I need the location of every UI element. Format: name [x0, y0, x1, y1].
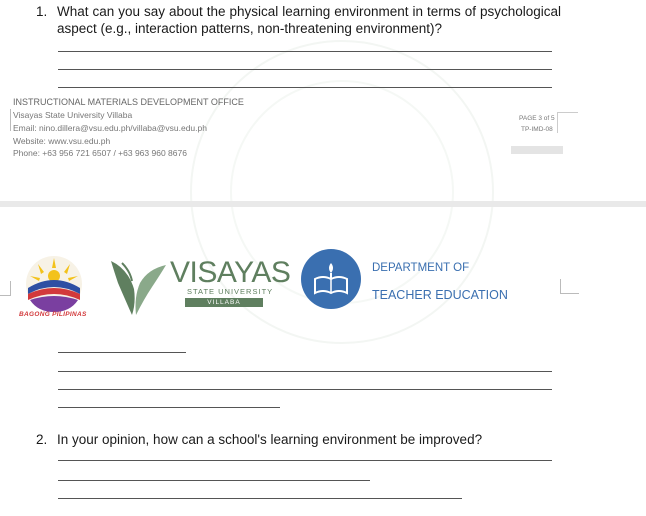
document-code: TP-IMD-08: [521, 126, 553, 133]
bagong-pilipinas-logo: [24, 254, 84, 314]
open-book-torch-icon: [301, 249, 361, 309]
vsu-villaba-banner: [185, 298, 263, 307]
answer-line: [58, 371, 552, 372]
department-logo: [301, 249, 361, 309]
footer-phone: Phone: +63 956 721 6507 / +63 963 960 8676: [13, 148, 187, 158]
question-1-number: 1.: [36, 4, 48, 19]
answer-line: [58, 389, 552, 390]
teacher-education-label: TEACHER EDUCATION: [372, 288, 508, 302]
vsu-logo-emblem: [108, 257, 170, 319]
footer-office: INSTRUCTIONAL MATERIALS DEVELOPMENT OFFICE: [13, 97, 244, 107]
question-2: [36, 431, 561, 448]
answer-line: [58, 460, 552, 461]
answer-line: [58, 480, 370, 481]
question-1: [36, 3, 561, 37]
corner-mark-left: [0, 281, 11, 296]
vsu-wordmark: VISAYAS: [170, 256, 291, 289]
question-2-number: 2.: [36, 432, 48, 447]
department-of-label: DEPARTMENT OF: [372, 262, 470, 274]
answer-line: [58, 51, 552, 52]
footer-email: Email: nino.dillera@vsu.edu.ph/villaba@vsu.edu.ph: [13, 123, 207, 133]
answer-line: [58, 87, 552, 88]
corner-mark-right: [560, 279, 579, 294]
question-2-text: In your opinion, how can a school's learning environment be improved?: [57, 432, 483, 447]
footer-bracket: [10, 109, 19, 131]
vsu-leaf-icon: [108, 257, 170, 319]
vsu-villaba-label: VILLABA: [207, 299, 241, 306]
bagong-pilipinas-emblem-icon: [24, 254, 84, 314]
vsu-state-university: STATE UNIVERSITY: [187, 287, 274, 296]
footer-website: Website: www.vsu.edu.ph: [13, 136, 111, 146]
page-separator: [0, 201, 646, 207]
footer-university: Visayas State University Villaba: [13, 110, 133, 120]
page-number: PAGE 3 of 5: [519, 115, 555, 122]
question-1-text: What can you say about the physical learning environment in terms of psychological aspect (e.g., interaction patterns, non-threatening environment)?: [57, 4, 561, 36]
answer-line: [58, 69, 552, 70]
bagong-pilipinas-label: BAGONG PILIPINAS: [19, 311, 87, 318]
answer-line: [58, 352, 186, 353]
answer-line: [58, 498, 462, 499]
footer-bar: [511, 146, 563, 154]
page-bracket: [557, 112, 578, 133]
answer-line: [58, 407, 280, 408]
